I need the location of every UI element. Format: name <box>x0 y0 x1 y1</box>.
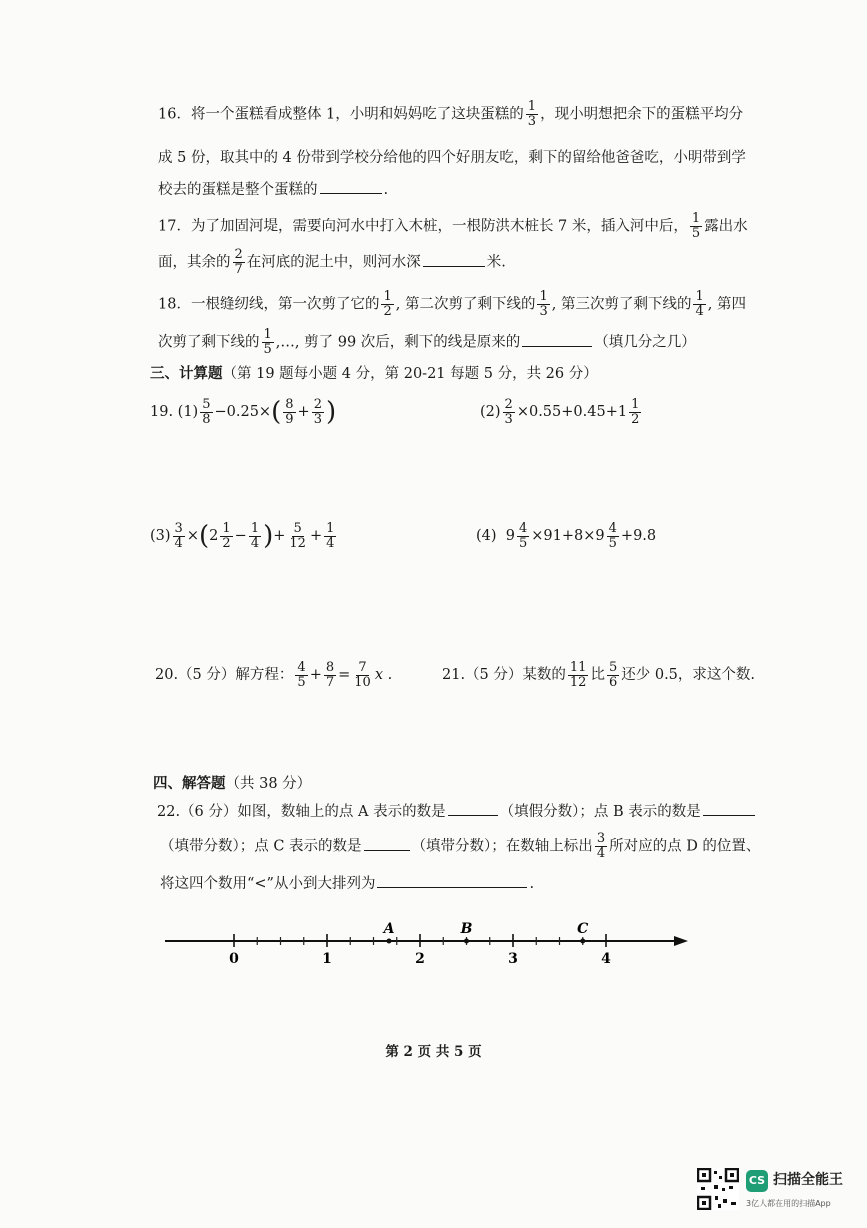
q22-line3: 将这四个数用“<”从小到大排列为 . <box>160 872 534 896</box>
q22-blank-b[interactable] <box>703 801 755 816</box>
q22-line1: 22.（6 分）如图，数轴上的点 A 表示的数是 （填假分数）；点 B 表示的数是 <box>157 800 757 824</box>
q19-part2: (2) $\frac{2}{3}$ ×0.55+0.45+1 $\frac{1}{2}$ <box>480 396 640 427</box>
q18-line1: 18．一根缝纫线，第一次剪了它的 $\frac{1}{2}$ , 第二次剪了剩下线的 $\frac{1}{3}$ , 第三次剪了剩下线的 $\frac{1}{4}$ , 第四 <box>158 289 746 319</box>
section-3-header <box>150 362 598 386</box>
qr-code-icon <box>697 1168 739 1210</box>
q17-fraction-2: $\frac{2}{7}$ <box>234 247 243 277</box>
q22-blank-c[interactable] <box>364 836 410 851</box>
scanner-name: 扫描全能王 <box>773 1172 843 1188</box>
q18-fraction-1: $\frac{1}{2}$ <box>383 289 392 319</box>
q18-fraction-2: $\frac{1}{3}$ <box>539 289 548 319</box>
q16-text-b: ，现小明想把余下的蛋糕平均分 <box>540 106 744 123</box>
q16-text-a: 16．将一个蛋糕看成整体 1，小明和妈妈吃了这块蛋糕的 <box>158 106 524 123</box>
section-4-note: （共 38 分） <box>225 776 312 792</box>
number-line-point-a <box>387 939 392 944</box>
q22-line2: （填带分数）；点 C 表示的数是 （填带分数）；在数轴上标出 $\frac{3}{4}$ 所对应的点 D 的位置、 <box>160 831 761 861</box>
section-4-header <box>153 772 311 796</box>
q16-fraction: $\frac{1}{3}$ <box>527 99 537 129</box>
scanner-logo: CS <box>746 1170 768 1192</box>
q19-part3: (3) $\frac{3}{4}$ ×(2 $\frac{1}{2}$ − $\frac{1}{4}$ )+ $\frac{5}{12}$ + $\frac{1}{4}$ <box>150 520 335 551</box>
number-line-point-label: C <box>577 921 589 937</box>
q18-fraction-3: $\frac{1}{4}$ <box>695 289 704 319</box>
q16-line1 <box>158 100 743 129</box>
number-line-tick-label: 1 <box>322 951 332 967</box>
scanner-tagline: 3亿人都在用的扫描App <box>746 1199 831 1208</box>
q17-line2: 面，其余的 $\frac{2}{7}$ 在河底的泥土中，则河水深 米. <box>158 247 506 277</box>
q16-line2: 成 5 份，取其中的 4 份带到学校分给他的四个好朋友吃，剩下的留给他爸爸吃，小明带到学 <box>158 150 746 166</box>
number-line-point-c <box>580 939 585 944</box>
q18-line2: 次剪了剩下线的 $\frac{1}{5}$ ,…, 剪了 99 次后，剩下的线是原来的 （填几分之几） <box>158 327 696 357</box>
number-line <box>0 915 867 995</box>
q22-blank-a[interactable] <box>448 801 498 816</box>
q17-answer-blank[interactable] <box>423 252 485 267</box>
q19-part1: 19. (1) $\frac{5}{8}$ −0.25×( $\frac{8}{9}$ + $\frac{2}{3}$ ) <box>150 396 337 427</box>
q17-line1: 17．为了加固河堤，需要向河水中打入木桩，一根防洪木桩长 7 米，插入河中后， $\frac{1}{5}$ 露出水 <box>158 211 748 241</box>
number-line-point-label: B <box>460 921 473 937</box>
q21: 21.（5 分）某数的 $\frac{11}{12}$ 比 $\frac{5}{6}$ 还少 0.5，求这个数. <box>442 659 756 690</box>
q17-fraction-1: $\frac{1}{5}$ <box>691 211 701 241</box>
q18-fraction-4: $\frac{1}{5}$ <box>263 327 272 357</box>
number-line-tick-label: 3 <box>508 951 518 967</box>
section-3-note: （第 19 题每小题 4 分，第 20-21 每题 5 分，共 26 分） <box>222 366 598 382</box>
section-3-title: 三、计算题 <box>150 365 223 382</box>
number-line-tick-label: 4 <box>601 951 611 967</box>
number-line-tick-label: 0 <box>229 951 239 967</box>
q22-blank-order[interactable] <box>377 873 527 888</box>
number-line-point-label: A <box>383 921 395 937</box>
q18-answer-blank[interactable] <box>522 332 592 347</box>
number-line-tick-label: 2 <box>415 951 425 967</box>
number-line-arrow <box>674 936 688 946</box>
q19-part4: (4) 9 $\frac{4}{5}$ ×91+8×9 $\frac{4}{5}$ +9.8 <box>476 520 657 551</box>
q16-line3: 校去的蛋糕是整个蛋糕的 . <box>158 178 388 202</box>
section-4-title: 四、解答题 <box>153 775 226 792</box>
number-line-point-b <box>464 939 469 944</box>
q20: 20.（5 分）解方程： $\frac{4}{5}$ + $\frac{8}{7}$ = $\frac{7}{10}$ x . <box>155 659 393 690</box>
page-number: 第 2 页 共 5 页 <box>385 1044 482 1060</box>
q16-answer-blank[interactable] <box>320 179 382 194</box>
